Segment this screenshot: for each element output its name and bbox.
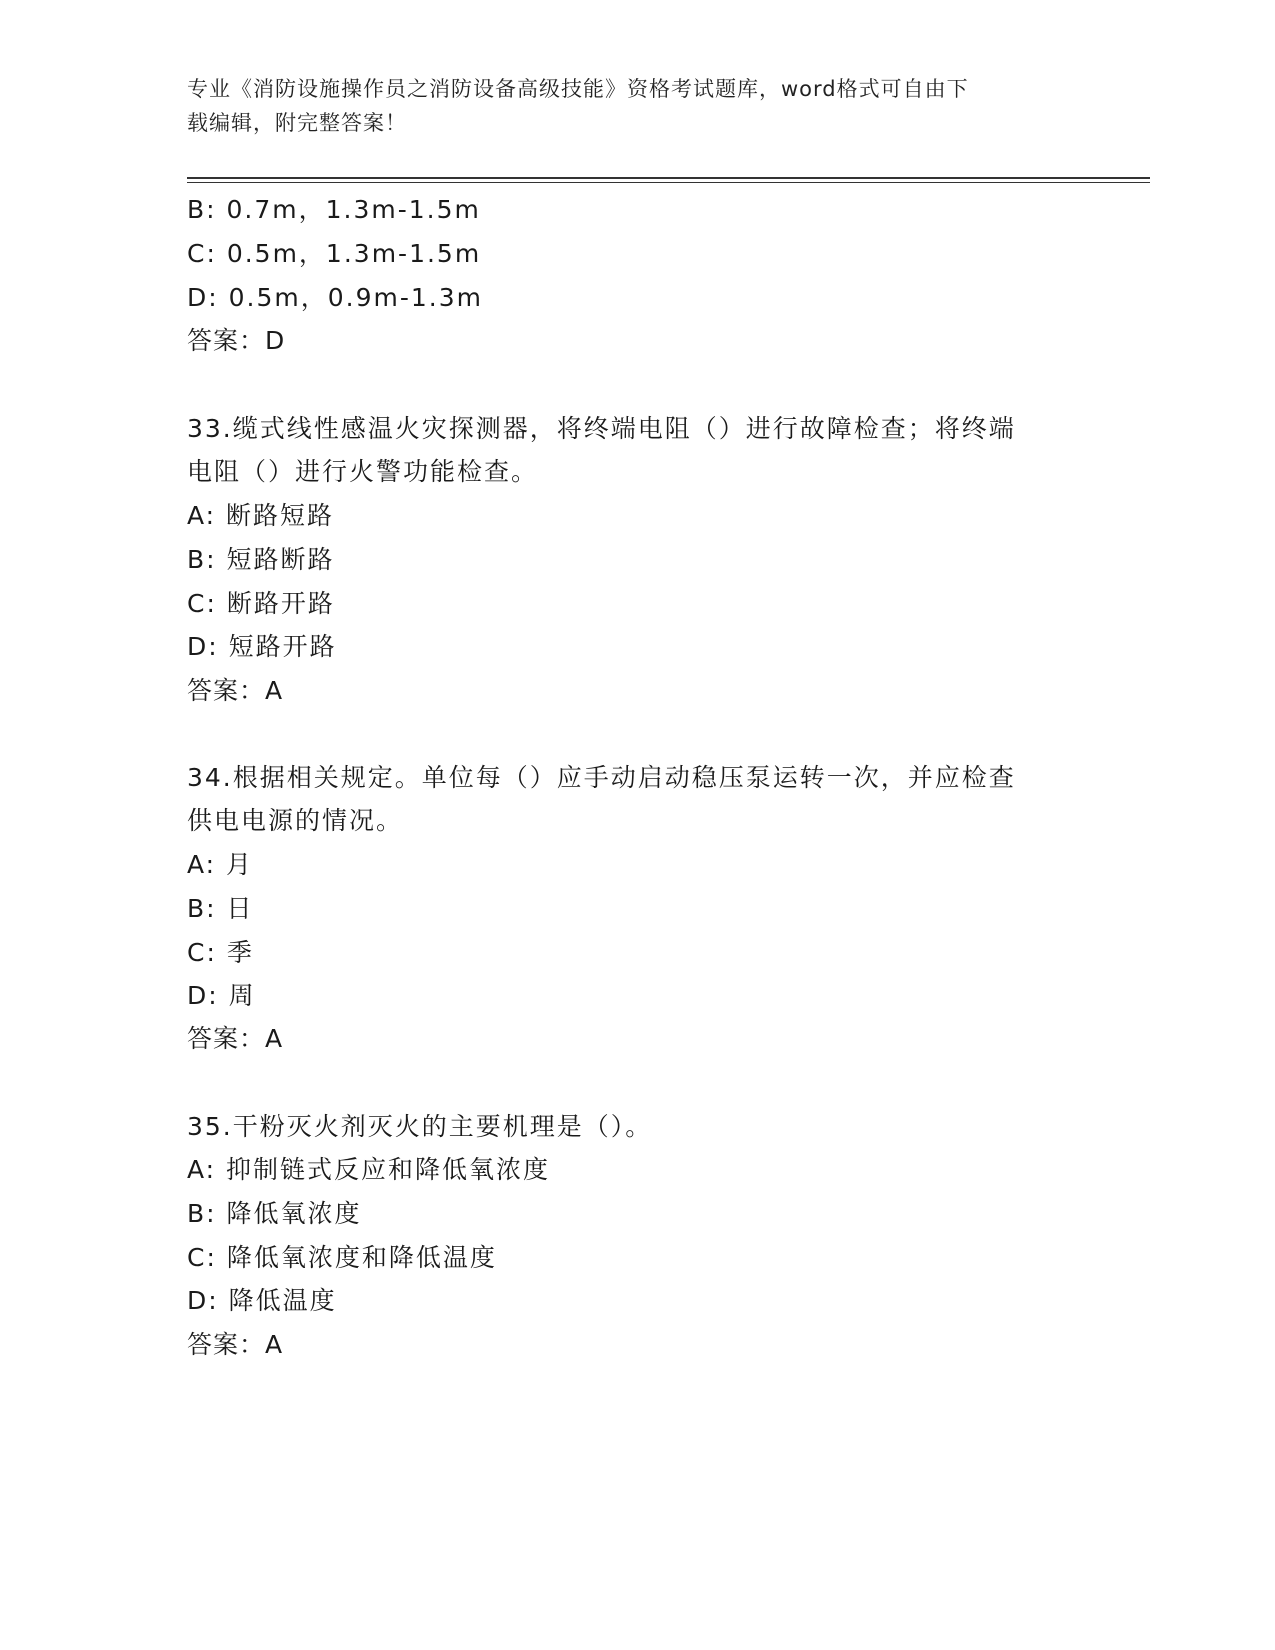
q34-stem-line-1: 34.根据相关规定。单位每（）应手动启动稳压泵运转一次，并应检查 xyxy=(187,763,1016,792)
document-header xyxy=(187,72,1087,140)
q34-option-b: B: 日 xyxy=(187,894,254,923)
header-line-1: 专业《消防设施操作员之消防设备高级技能》资格考试题库，word格式可自由下 xyxy=(187,77,969,101)
q35-option-c: C: 降低氧浓度和降低温度 xyxy=(187,1243,497,1272)
q32-option-d: D: 0.5m，0.9m-1.3m xyxy=(187,283,483,312)
q33-option-b: B: 短路断路 xyxy=(187,545,335,574)
q33-option-d: D: 短路开路 xyxy=(187,632,337,661)
q35-option-d: D: 降低温度 xyxy=(187,1286,337,1315)
q33-stem-line-1: 33.缆式线性感温火灾探测器，将终端电阻（）进行故障检查；将终端 xyxy=(187,414,1016,443)
q32-option-c: C: 0.5m，1.3m-1.5m xyxy=(187,239,482,268)
q35-answer: 答案：A xyxy=(187,1330,284,1359)
q33-answer: 答案：A xyxy=(187,676,284,705)
q33-option-c: C: 断路开路 xyxy=(187,589,335,618)
q34-option-c: C: 季 xyxy=(187,938,254,967)
q34-option-d: D: 周 xyxy=(187,981,256,1010)
q32-option-b: B: 0.7m，1.3m-1.5m xyxy=(187,195,481,224)
q35-option-b: B: 降低氧浓度 xyxy=(187,1199,362,1228)
q33-option-a: A: 断路短路 xyxy=(187,501,335,530)
q34-stem-line-2: 供电电源的情况。 xyxy=(187,806,404,835)
q32-answer: 答案：D xyxy=(187,326,286,355)
header-divider-thin xyxy=(187,182,1150,183)
q35-option-a: A: 抑制链式反应和降低氧浓度 xyxy=(187,1155,551,1184)
q34-answer: 答案：A xyxy=(187,1024,284,1053)
q33-stem-line-2: 电阻（）进行火警功能检查。 xyxy=(187,457,539,486)
q34-option-a: A: 月 xyxy=(187,850,254,879)
header-line-2: 载编辑，附完整答案！ xyxy=(187,111,407,135)
q35-stem-line-1: 35.干粉灭火剂灭火的主要机理是（）。 xyxy=(187,1112,653,1141)
header-divider-thick xyxy=(187,177,1150,179)
